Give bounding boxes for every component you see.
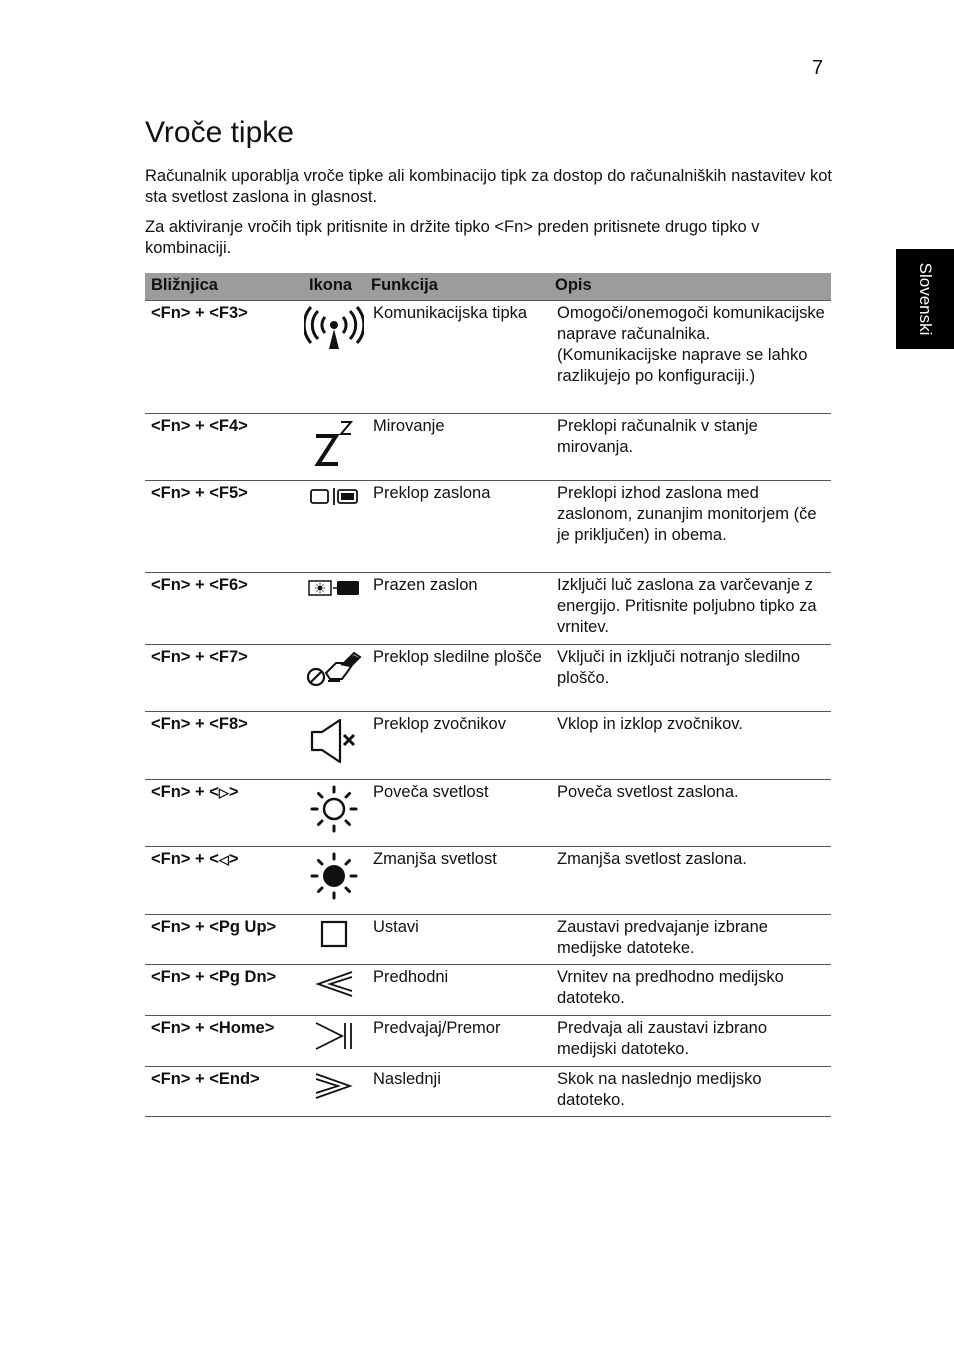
description-cell: Skok na naslednjo medijsko datoteko. — [549, 1067, 831, 1117]
description-cell: Predvaja ali zaustavi izbrano medijski datoteko. — [549, 1016, 831, 1067]
instruction-paragraph: Za aktiviranje vročih tipk pritisnite in držite tipko <Fn> preden pritisnete drugo tipko v kombinaciji. — [145, 218, 760, 257]
function-cell: Poveča svetlost — [365, 780, 549, 847]
previous-icon — [303, 965, 365, 1016]
brightness-up-icon — [303, 780, 365, 847]
language-tab — [896, 249, 954, 349]
display-toggle-icon — [303, 481, 365, 573]
table-row — [145, 645, 831, 712]
play-pause-icon — [303, 1016, 365, 1067]
description-cell: Zaustavi predvajanje izbrane medijske datoteke. — [549, 915, 831, 965]
table-header-row — [145, 273, 831, 301]
function-cell: Komunikacijska tipka — [365, 301, 549, 414]
header-function: Funkcija — [365, 273, 549, 301]
page-title: Vroče tipke — [145, 116, 294, 149]
brightness-down-icon — [303, 847, 365, 915]
function-cell: Zmanjša svetlost — [365, 847, 549, 915]
function-cell: Naslednji — [365, 1067, 549, 1117]
intro-paragraph: Računalnik uporablja vroče tipke ali kombinacijo tipk za dostop do računalniških nastavitev kot sta svetlost zaslona in glasnost. — [145, 167, 832, 206]
left-arrow-key-glyph: ◁ — [218, 852, 229, 867]
shortcut-cell: <Fn> + <F7> — [145, 645, 303, 712]
description-cell: Omogoči/onemogoči komunikacijske naprave računalnika. (Komunikacijske naprave se lahko razlikujejo po konfiguraciji.) — [549, 301, 831, 414]
table-row — [145, 414, 831, 481]
wireless-icon — [303, 301, 365, 414]
table-row — [145, 1016, 831, 1067]
function-cell: Predhodni — [365, 965, 549, 1016]
table-row — [145, 1067, 831, 1117]
description-cell: Izključi luč zaslona za varčevanje z energijo. Pritisnite poljubno tipko za vrnitev. — [549, 573, 831, 645]
shortcut-cell: <Fn> + <Pg Up> — [145, 915, 303, 965]
description-cell: Vključi in izključi notranjo sledilno ploščo. — [549, 645, 831, 712]
description-cell: Preklopi izhod zaslona med zaslonom, zunanjim monitorjem (če je priključen) in obema. — [549, 481, 831, 573]
shortcut-cell: <Fn> + <Home> — [145, 1016, 303, 1067]
shortcut-cell: <Fn> + <End> — [145, 1067, 303, 1117]
table-row — [145, 780, 831, 847]
screen-blank-icon — [303, 573, 365, 645]
right-arrow-key-glyph: ▷ — [218, 785, 229, 800]
shortcut-cell: <Fn> + <F5> — [145, 481, 303, 573]
sleep-icon — [303, 414, 365, 481]
table-row — [145, 712, 831, 780]
shortcut-cell: <Fn> + <F3> — [145, 301, 303, 414]
description-cell: Preklopi računalnik v stanje mirovanja. — [549, 414, 831, 481]
table-row — [145, 915, 831, 965]
function-cell: Preklop zaslona — [365, 481, 549, 573]
hotkeys-table — [145, 273, 831, 1117]
description-cell: Vklop in izklop zvočnikov. — [549, 712, 831, 780]
shortcut-cell: <Fn> + <▷> — [145, 780, 303, 847]
touchpad-toggle-icon — [303, 645, 365, 712]
stop-icon — [303, 915, 365, 965]
page-number: 7 — [812, 57, 824, 79]
function-cell: Preklop zvočnikov — [365, 712, 549, 780]
function-cell: Preklop sledilne plošče — [365, 645, 549, 712]
shortcut-cell: <Fn> + <F8> — [145, 712, 303, 780]
table-row — [145, 965, 831, 1016]
table-row — [145, 573, 831, 645]
description-cell: Poveča svetlost zaslona. — [549, 780, 831, 847]
function-cell: Ustavi — [365, 915, 549, 965]
shortcut-cell: <Fn> + <Pg Dn> — [145, 965, 303, 1016]
description-cell: Vrnitev na predhodno medijsko datoteko. — [549, 965, 831, 1016]
function-cell: Prazen zaslon — [365, 573, 549, 645]
header-shortcut: Bližnjica — [145, 273, 303, 301]
shortcut-cell: <Fn> + <◁> — [145, 847, 303, 915]
table-row — [145, 481, 831, 573]
shortcut-cell: <Fn> + <F6> — [145, 573, 303, 645]
language-tab-label: Slovenski — [916, 262, 935, 336]
table-row — [145, 301, 831, 414]
function-cell: Mirovanje — [365, 414, 549, 481]
table-row — [145, 847, 831, 915]
description-cell: Zmanjša svetlost zaslona. — [549, 847, 831, 915]
header-description: Opis — [549, 273, 831, 301]
speaker-mute-icon — [303, 712, 365, 780]
function-cell: Predvajaj/Premor — [365, 1016, 549, 1067]
header-icon: Ikona — [303, 273, 365, 301]
next-icon — [303, 1067, 365, 1117]
shortcut-cell: <Fn> + <F4> — [145, 414, 303, 481]
